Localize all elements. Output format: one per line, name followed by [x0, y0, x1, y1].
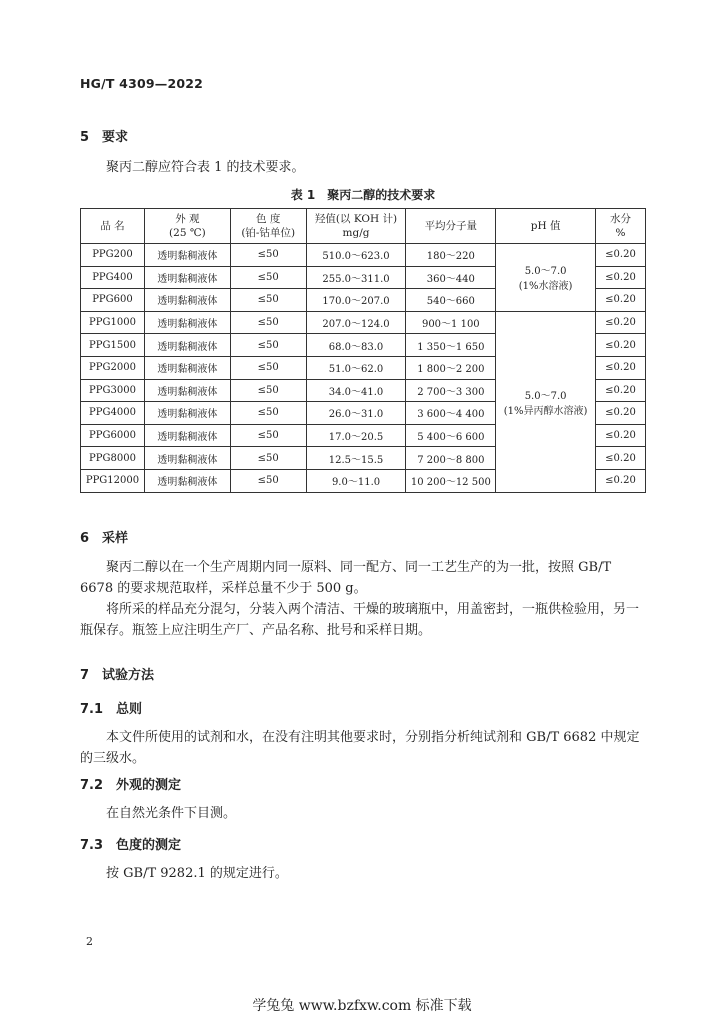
cell-water: ≤0.20 [595, 334, 645, 357]
col-header-water: 水分 % [595, 209, 645, 244]
cell-mw: 1 800～2 200 [406, 356, 496, 379]
cell-color: ≤50 [230, 334, 306, 357]
cell-mw: 1 350～1 650 [406, 334, 496, 357]
col-header-ph: pH 值 [496, 209, 596, 244]
cell-name: PPG1000 [81, 311, 145, 334]
cell-color: ≤50 [230, 266, 306, 289]
cell-mw: 180～220 [406, 244, 496, 267]
cell-color: ≤50 [230, 244, 306, 267]
cell-water: ≤0.20 [595, 402, 645, 425]
cell-water: ≤0.20 [595, 447, 645, 470]
table-1-caption: 表 1 聚丙二醇的技术要求 [290, 188, 436, 202]
cell-appearance: 透明黏稠液体 [144, 311, 230, 334]
cell-mw: 360～440 [406, 266, 496, 289]
cell-hydroxyl: 255.0～311.0 [306, 266, 406, 289]
cell-name: PPG1500 [81, 334, 145, 357]
section-7-1-title: 7.1 总则 [80, 702, 143, 717]
section-7-2-title: 7.2 外观的测定 [80, 778, 182, 793]
cell-appearance: 透明黏稠液体 [144, 244, 230, 267]
cell-appearance: 透明黏稠液体 [144, 334, 230, 357]
cell-ph: 5.0～7.0 (1%水溶液) [496, 244, 596, 312]
col-header-mw: 平均分子量 [406, 209, 496, 244]
cell-name: PPG12000 [81, 469, 145, 492]
cell-hydroxyl: 17.0～20.5 [306, 424, 406, 447]
section-5-text: 聚丙二醇应符合表 1 的技术要求。 [106, 160, 305, 175]
cell-hydroxyl: 207.0～124.0 [306, 311, 406, 334]
page-number: 2 [86, 935, 93, 948]
cell-name: PPG200 [81, 244, 145, 267]
cell-mw: 540～660 [406, 289, 496, 312]
cell-water: ≤0.20 [595, 469, 645, 492]
cell-name: PPG8000 [81, 447, 145, 470]
cell-appearance: 透明黏稠液体 [144, 402, 230, 425]
standard-number: HG/T 4309—2022 [80, 76, 204, 91]
cell-hydroxyl: 51.0～62.0 [306, 356, 406, 379]
cell-name: PPG3000 [81, 379, 145, 402]
cell-color: ≤50 [230, 469, 306, 492]
cell-mw: 10 200～12 500 [406, 469, 496, 492]
cell-water: ≤0.20 [595, 266, 645, 289]
section-7-1-text: 本文件所使用的试剂和水，在没有注明其他要求时，分别指分析纯试剂和 GB/T 6682 中规定的三级水。 [80, 730, 640, 766]
cell-appearance: 透明黏稠液体 [144, 424, 230, 447]
cell-mw: 3 600～4 400 [406, 402, 496, 425]
cell-hydroxyl: 34.0～41.0 [306, 379, 406, 402]
cell-mw: 900～1 100 [406, 311, 496, 334]
cell-hydroxyl: 170.0～207.0 [306, 289, 406, 312]
cell-color: ≤50 [230, 356, 306, 379]
cell-water: ≤0.20 [595, 379, 645, 402]
cell-name: PPG2000 [81, 356, 145, 379]
cell-name: PPG4000 [81, 402, 145, 425]
cell-hydroxyl: 510.0～623.0 [306, 244, 406, 267]
section-6-p2: 将所采的样品充分混匀，分装入两个清洁、干燥的玻璃瓶中，用盖密封，一瓶供检验用，另一瓶保存。瓶签上应注明生产厂、产品名称、批号和采样日期。 [80, 602, 640, 638]
cell-name: PPG6000 [81, 424, 145, 447]
cell-mw: 7 200～8 800 [406, 447, 496, 470]
cell-appearance: 透明黏稠液体 [144, 289, 230, 312]
table-row [81, 244, 646, 267]
cell-name: PPG600 [81, 289, 145, 312]
cell-name: PPG400 [81, 266, 145, 289]
table-row [81, 311, 646, 334]
col-header-appearance: 外 观 (25 ℃) [144, 209, 230, 244]
section-6-p1: 聚丙二醇以在一个生产周期内同一原料、同一配方、同一工艺生产的为一批，按照 GB/T 6678 的要求规范取样，采样总量不少于 500 g。 [80, 560, 612, 596]
cell-color: ≤50 [230, 424, 306, 447]
cell-water: ≤0.20 [595, 356, 645, 379]
cell-water: ≤0.20 [595, 311, 645, 334]
cell-color: ≤50 [230, 402, 306, 425]
col-header-color: 色 度 (铂-钴单位) [230, 209, 306, 244]
cell-hydroxyl: 9.0～11.0 [306, 469, 406, 492]
section-7-2-text: 在自然光条件下目测。 [106, 806, 237, 821]
section-6-title: 6 采样 [80, 531, 129, 546]
cell-hydroxyl: 12.5～15.5 [306, 447, 406, 470]
cell-water: ≤0.20 [595, 289, 645, 312]
cell-appearance: 透明黏稠液体 [144, 447, 230, 470]
cell-hydroxyl: 26.0～31.0 [306, 402, 406, 425]
cell-color: ≤50 [230, 311, 306, 334]
spec-table [80, 208, 646, 493]
table-header-row [81, 209, 646, 244]
footer-watermark: 学兔兔 www.bzfxw.com 标准下载 [252, 998, 472, 1014]
cell-color: ≤50 [230, 447, 306, 470]
cell-mw: 5 400～6 600 [406, 424, 496, 447]
cell-water: ≤0.20 [595, 424, 645, 447]
cell-color: ≤50 [230, 289, 306, 312]
cell-hydroxyl: 68.0～83.0 [306, 334, 406, 357]
col-header-hydroxyl: 羟值(以 KOH 计) mg/g [306, 209, 406, 244]
col-header-name: 品 名 [81, 209, 145, 244]
cell-appearance: 透明黏稠液体 [144, 379, 230, 402]
cell-appearance: 透明黏稠液体 [144, 266, 230, 289]
cell-appearance: 透明黏稠液体 [144, 356, 230, 379]
cell-color: ≤50 [230, 379, 306, 402]
section-7-3-title: 7.3 色度的测定 [80, 838, 182, 853]
cell-water: ≤0.20 [595, 244, 645, 267]
cell-mw: 2 700～3 300 [406, 379, 496, 402]
cell-appearance: 透明黏稠液体 [144, 469, 230, 492]
cell-ph: 5.0～7.0 (1%异丙醇水溶液) [496, 311, 596, 492]
section-7-title: 7 试验方法 [80, 668, 155, 683]
section-5-title: 5 要求 [80, 130, 129, 145]
section-7-3-text: 按 GB/T 9282.1 的规定进行。 [106, 866, 288, 881]
